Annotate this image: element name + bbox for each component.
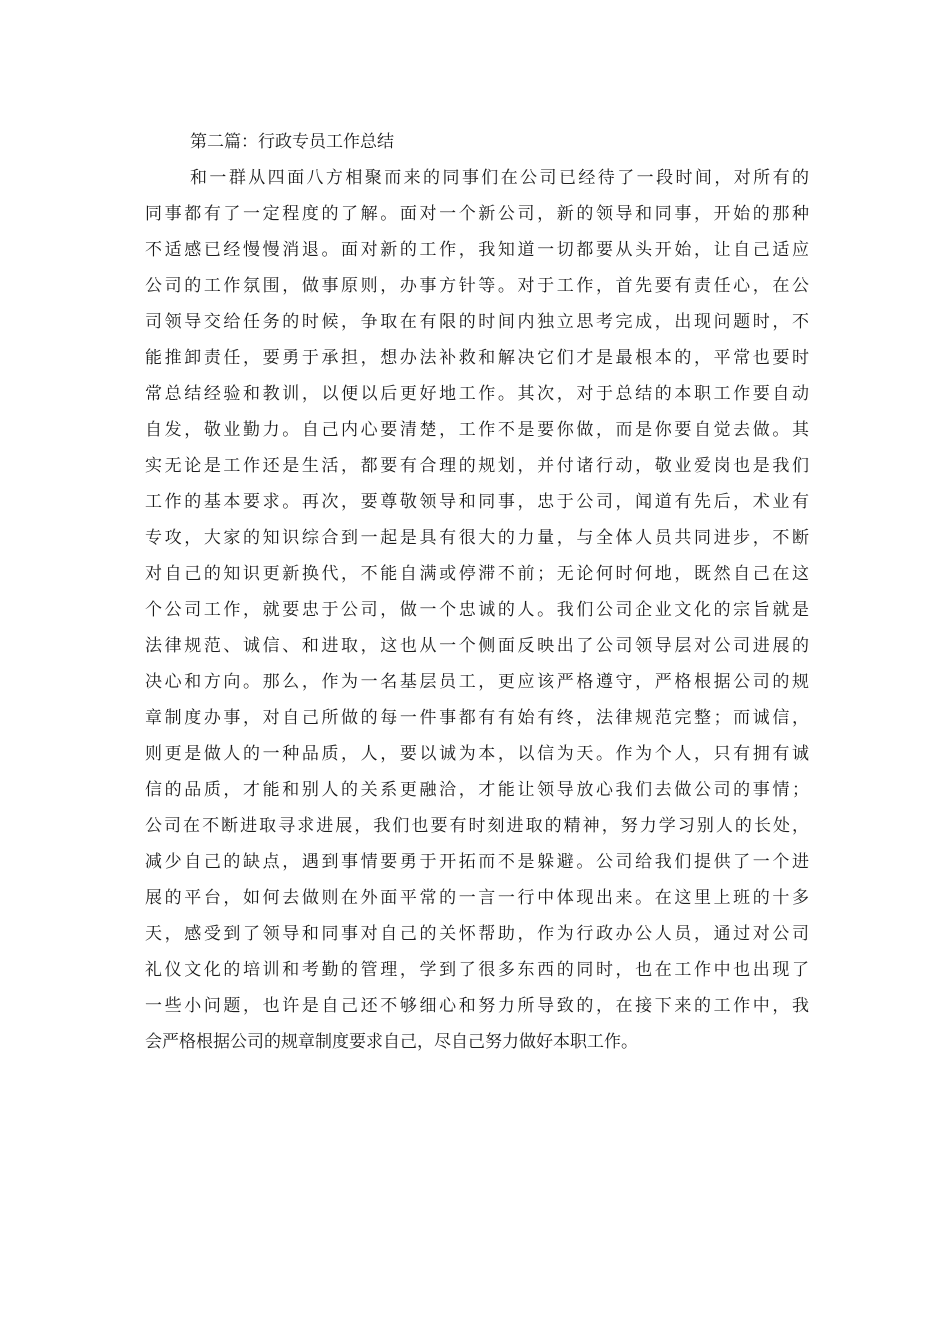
paragraph-line: 会严格根据公司的规章制度要求自己，尽自己努力做好本职工作。 (145, 1032, 638, 1052)
paragraph-line: 信的品质，才能和别人的关系更融洽，才能让领导放心我们去做公司的事情； (145, 780, 809, 800)
paragraph-line: 对自己的知识更新换代，不能自满或停滞不前；无论何时何地，既然自己在这 (145, 564, 809, 584)
paragraph-line: 司领导交给任务的时候，争取在有限的时间内独立思考完成，出现问题时，不 (145, 312, 809, 332)
paragraph-line: 礼仪文化的培训和考勤的管理，学到了很多东西的同时，也在工作中也出现了 (145, 960, 809, 980)
section-title: 第二篇：行政专员工作总结 (190, 132, 394, 152)
document-body (145, 124, 809, 1060)
paragraph-line: 一些小问题，也许是自己还不够细心和努力所导致的，在接下来的工作中，我 (145, 996, 809, 1016)
paragraph-line: 实无论是工作还是生活，都要有合理的规划，并付诸行动，敬业爱岗也是我们 (145, 456, 809, 476)
paragraph-line: 决心和方向。那么，作为一名基层员工，更应该严格遵守，严格根据公司的规 (145, 672, 809, 692)
paragraph-line: 公司在不断进取寻求进展，我们也要有时刻进取的精神，努力学习别人的长处， (145, 816, 809, 836)
paragraph-line: 和一群从四面八方相聚而来的同事们在公司已经待了一段时间，对所有的 (190, 168, 809, 188)
paragraph-line: 法律规范、诚信、和进取，这也从一个侧面反映出了公司领导层对公司进展的 (145, 636, 809, 656)
body-paragraph (145, 160, 809, 1060)
paragraph-line: 则更是做人的一种品质，人，要以诚为本，以信为天。作为个人，只有拥有诚 (145, 744, 809, 764)
paragraph-line: 章制度办事，对自己所做的每一件事都有有始有终，法律规范完整；而诚信， (145, 708, 809, 728)
paragraph-line: 展的平台，如何去做则在外面平常的一言一行中体现出来。在这里上班的十多 (145, 888, 809, 908)
paragraph-line: 天，感受到了领导和同事对自己的关怀帮助，作为行政办公人员，通过对公司 (145, 924, 809, 944)
paragraph-line: 公司的工作氛围，做事原则，办事方针等。对于工作，首先要有责任心，在公 (145, 276, 809, 296)
paragraph-line: 减少自己的缺点，遇到事情要勇于开拓而不是躲避。公司给我们提供了一个进 (145, 852, 809, 872)
paragraph-line: 常总结经验和教训，以便以后更好地工作。其次，对于总结的本职工作要自动 (145, 384, 809, 404)
paragraph-line: 自发，敬业勤力。自己内心要清楚，工作不是要你做，而是你要自觉去做。其 (145, 420, 809, 440)
paragraph-line: 工作的基本要求。再次，要尊敬领导和同事，忠于公司，闻道有先后，术业有 (145, 492, 809, 512)
paragraph-line: 不适感已经慢慢消退。面对新的工作，我知道一切都要从头开始，让自己适应 (145, 240, 809, 260)
paragraph-line: 同事都有了一定程度的了解。面对一个新公司，新的领导和同事，开始的那种 (145, 204, 809, 224)
paragraph-line: 专攻，大家的知识综合到一起是具有很大的力量，与全体人员共同进步，不断 (145, 528, 809, 548)
paragraph-line: 个公司工作，就要忠于公司，做一个忠诚的人。我们公司企业文化的宗旨就是 (145, 600, 809, 620)
paragraph-line: 能推卸责任，要勇于承担，想办法补救和解决它们才是最根本的，平常也要时 (145, 348, 809, 368)
